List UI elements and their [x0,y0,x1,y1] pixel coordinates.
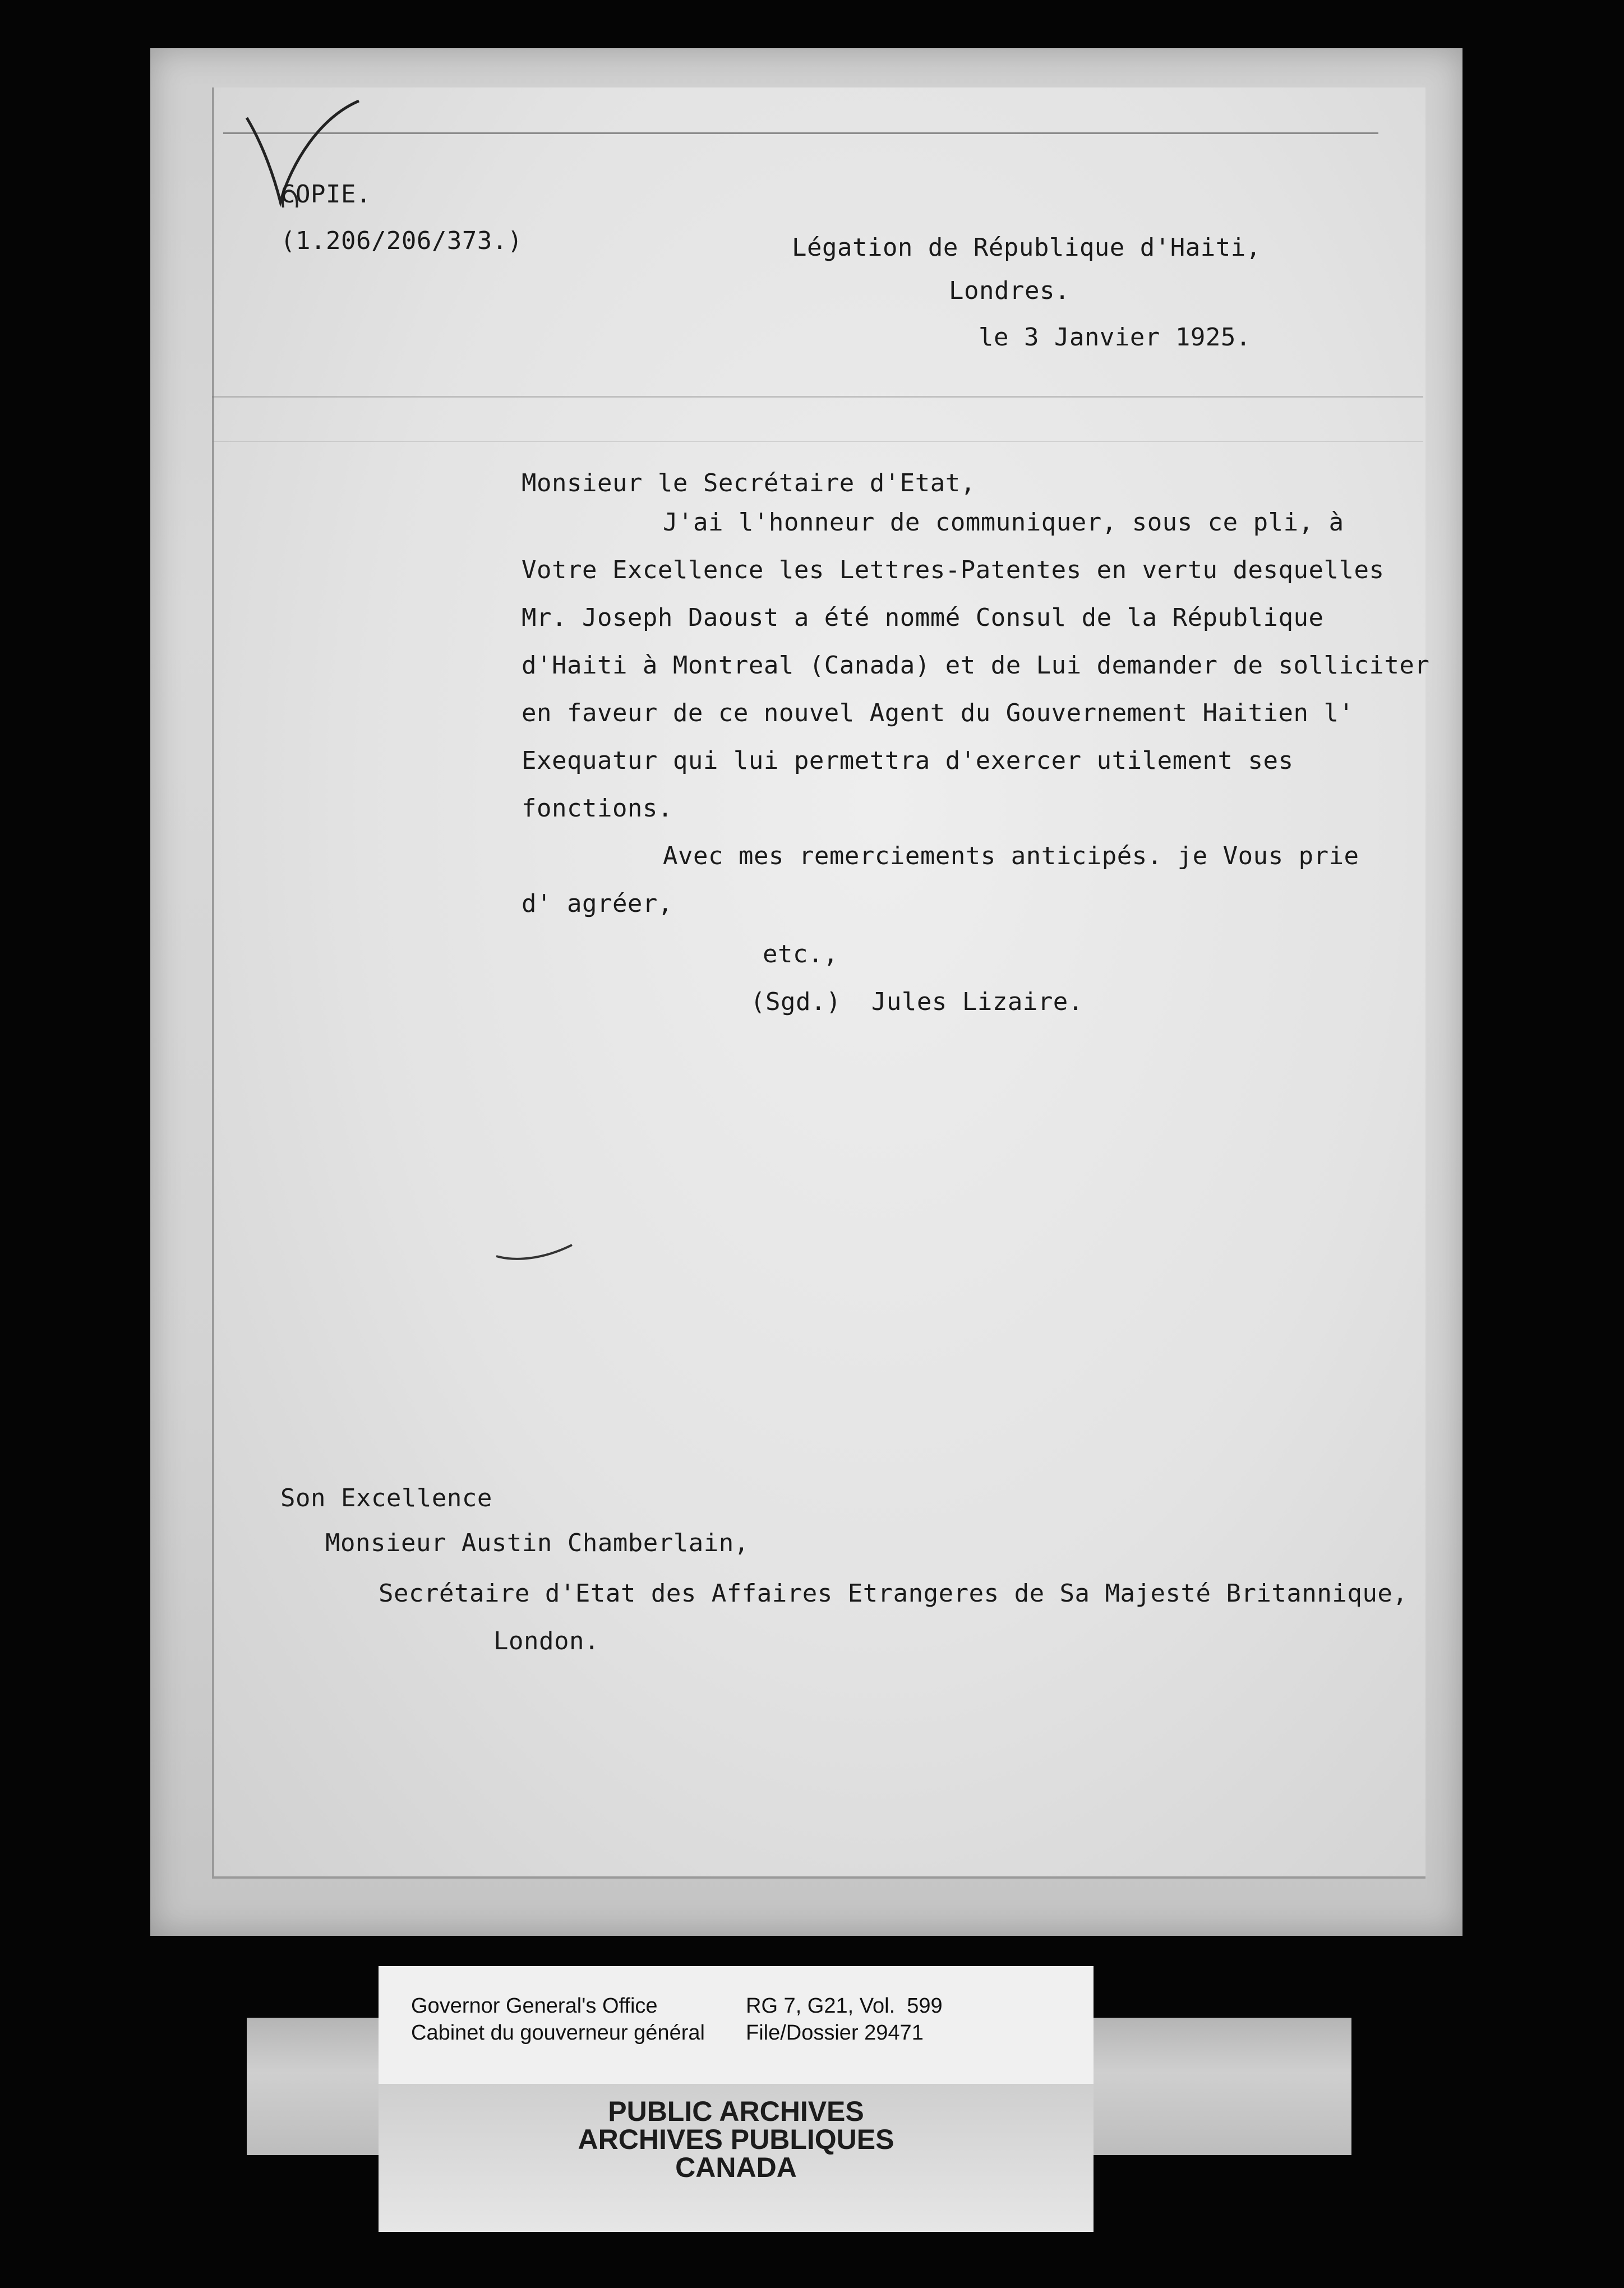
office-french: Cabinet du gouverneur général [411,2021,705,2045]
salutation: Monsieur le Secrétaire d'Etat, [522,469,976,497]
body-line: fonctions. [522,794,673,823]
sender-city: Londres. [949,276,1070,305]
reference-number: (1.206/206/373.) [280,227,523,255]
letter-sheet [212,87,1425,1879]
letter-date: le 3 Janvier 1925. [979,323,1251,352]
address-line: Son Excellence [280,1484,492,1512]
body-line: d' agréer, [522,889,673,918]
body-line: Mr. Joseph Daoust a été nommé Consul de la République [522,603,1324,632]
stamp-line: CANADA [675,2152,797,2183]
body-line: J'ai l'honneur de communiquer, sous ce pli, à [663,508,1344,537]
stamp-line: ARCHIVES PUBLIQUES [578,2124,894,2155]
body-line: d'Haiti à Montreal (Canada) et de Lui demander de solliciter [522,651,1430,680]
stamp-line: PUBLIC ARCHIVES [608,2096,864,2127]
address-line: London. [493,1627,599,1655]
office-english: Governor General's Office [411,1994,658,2018]
archive-stamp [379,2097,1094,2181]
closing: etc., [763,940,838,968]
record-group: RG 7, G21, Vol. 599 [746,1994,943,2018]
address-line: Monsieur Austin Chamberlain, [325,1529,749,1557]
pen-mark [493,1234,578,1267]
signature: (Sgd.) Jules Lizaire. [750,988,1083,1016]
body-line: Exequatur qui lui permettra d'exercer utilement ses [522,746,1294,775]
body-line: Votre Excellence les Lettres-Patentes en vertu desquelles [522,556,1385,584]
sheet-edge [223,132,1378,140]
sender-legation: Légation de République d'Haiti, [792,233,1261,262]
body-line: Avec mes remerciements anticipés. je Vous prie [663,842,1359,870]
fold-line [212,396,1423,398]
fold-line [212,441,1423,442]
file-number: File/Dossier 29471 [746,2021,924,2045]
copy-mark: COPIE. [280,180,371,209]
archive-reference-label [379,1966,1094,2084]
body-line: en faveur de ce nouvel Agent du Gouvernement Haitien l' [522,699,1354,727]
address-line: Secrétaire d'Etat des Affaires Etrangeres de Sa Majesté Britannique, [379,1579,1408,1608]
